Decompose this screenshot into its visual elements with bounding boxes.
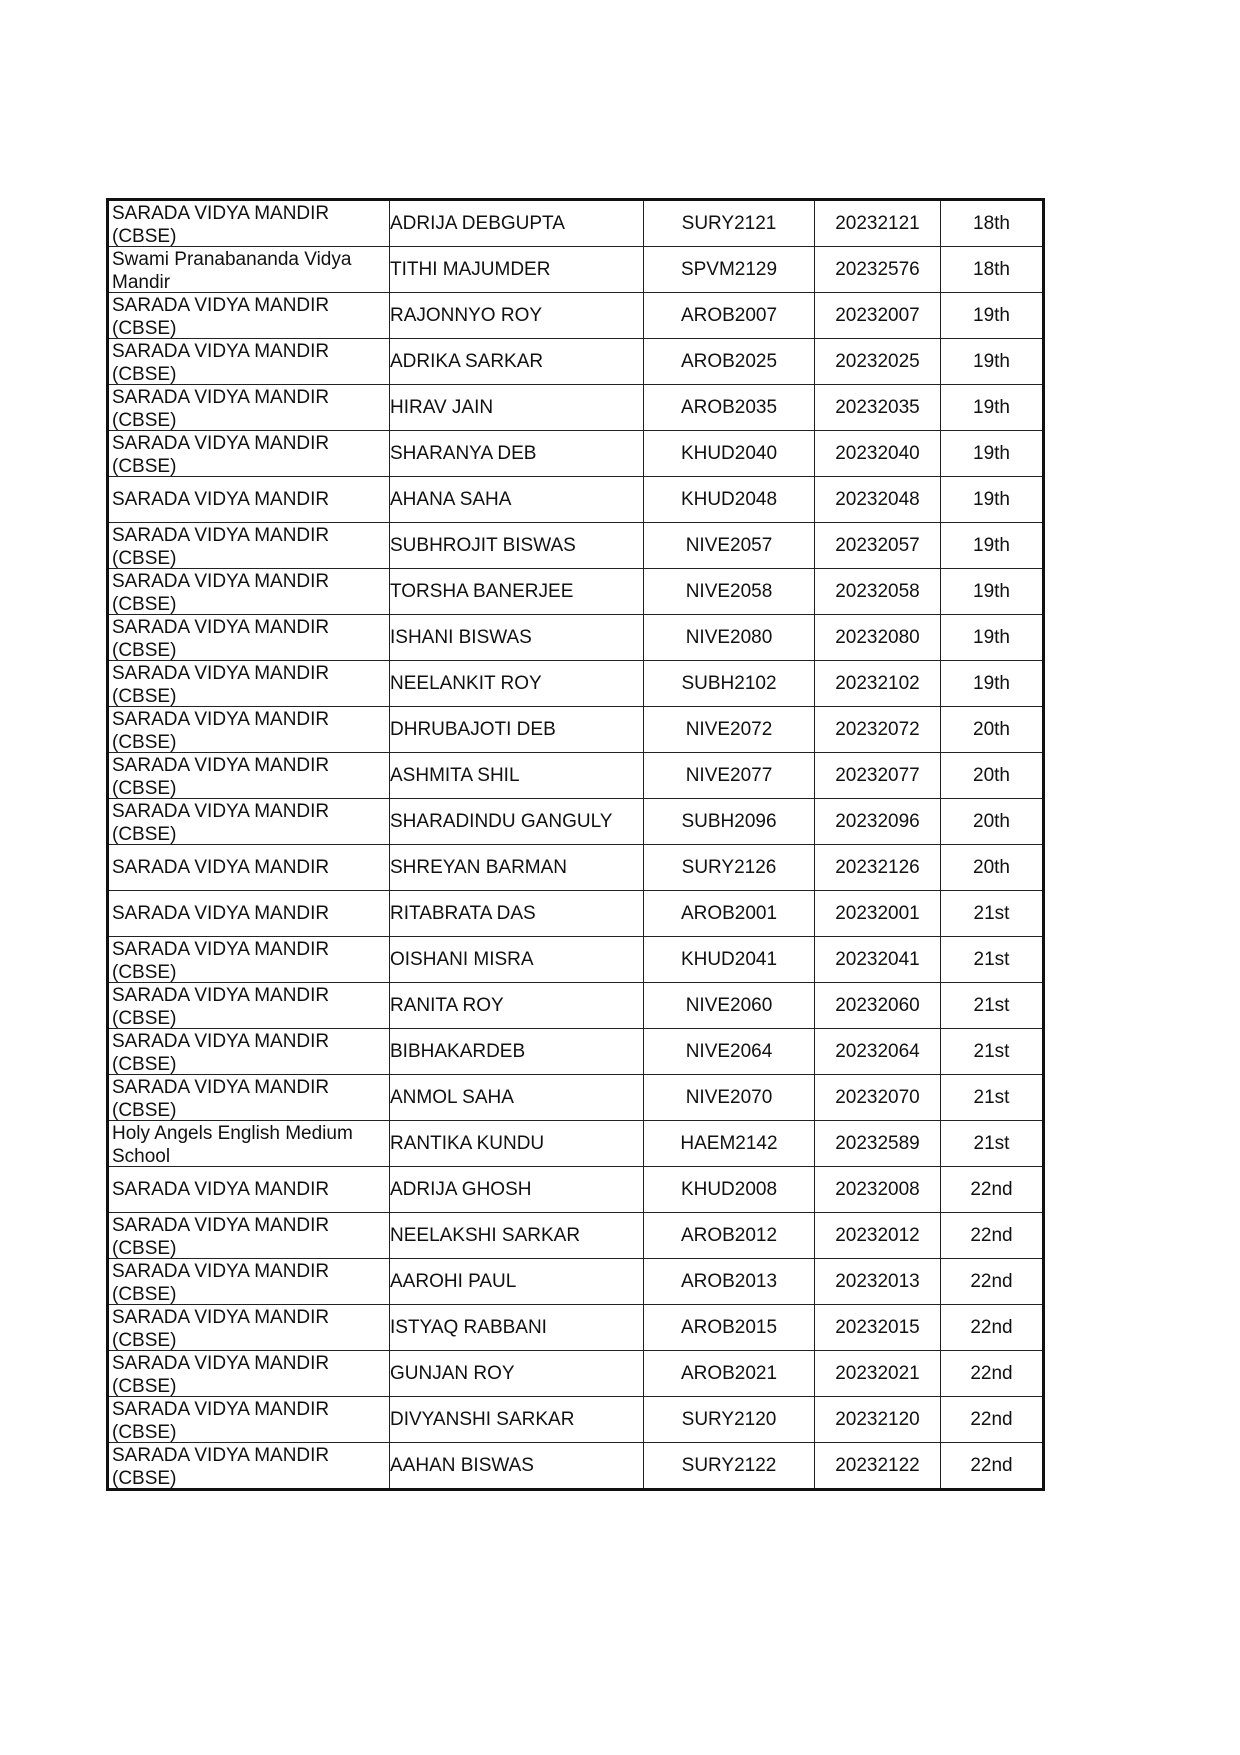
rank-cell: 19th	[941, 569, 1044, 615]
student-name-cell: ADRIKA SARKAR	[390, 339, 644, 385]
student-code-cell: AROB2001	[644, 891, 815, 937]
roll-number-cell: 20232021	[815, 1351, 941, 1397]
rank-cell: 20th	[941, 707, 1044, 753]
student-code-cell: NIVE2058	[644, 569, 815, 615]
roll-number-cell: 20232064	[815, 1029, 941, 1075]
school-name: Holy Angels English Medium School	[112, 1123, 353, 1166]
table-row	[108, 200, 1044, 247]
table-row	[108, 293, 1044, 339]
school-cell	[108, 293, 390, 339]
student-code-cell: SPVM2129	[644, 247, 815, 293]
table-row	[108, 983, 1044, 1029]
table-row	[108, 1167, 1044, 1213]
student-code-cell: AROB2035	[644, 385, 815, 431]
table-row	[108, 1259, 1044, 1305]
table-row	[108, 1121, 1044, 1167]
student-name-cell: GUNJAN ROY	[390, 1351, 644, 1397]
school-cell	[108, 1167, 390, 1213]
school-name: SARADA VIDYA MANDIR (CBSE)	[112, 1215, 330, 1258]
student-name-cell: NEELANKIT ROY	[390, 661, 644, 707]
student-name-cell: ASHMITA SHIL	[390, 753, 644, 799]
student-name-cell: RANTIKA KUNDU	[390, 1121, 644, 1167]
school-name: SARADA VIDYA MANDIR (CBSE)	[112, 1031, 330, 1074]
roll-number-cell: 20232015	[815, 1305, 941, 1351]
student-code-cell: KHUD2040	[644, 431, 815, 477]
rank-cell: 22nd	[941, 1443, 1044, 1490]
rank-cell: 22nd	[941, 1351, 1044, 1397]
school-name: SARADA VIDYA MANDIR (CBSE)	[112, 939, 330, 982]
school-cell	[108, 707, 390, 753]
rank-cell: 19th	[941, 523, 1044, 569]
rank-cell: 20th	[941, 799, 1044, 845]
student-name-cell: DHRUBAJOTI DEB	[390, 707, 644, 753]
student-code-cell: SURY2126	[644, 845, 815, 891]
student-name-cell: ISTYAQ RABBANI	[390, 1305, 644, 1351]
roll-number-cell: 20232122	[815, 1443, 941, 1490]
rank-cell: 20th	[941, 753, 1044, 799]
roll-number-cell: 20232040	[815, 431, 941, 477]
rank-cell: 21st	[941, 937, 1044, 983]
table-row	[108, 937, 1044, 983]
school-cell	[108, 1075, 390, 1121]
school-cell	[108, 615, 390, 661]
student-name-cell: RANITA ROY	[390, 983, 644, 1029]
school-name: SARADA VIDYA MANDIR (CBSE)	[112, 571, 330, 614]
student-code-cell: NIVE2060	[644, 983, 815, 1029]
school-cell	[108, 385, 390, 431]
school-name: SARADA VIDYA MANDIR (CBSE)	[112, 387, 330, 430]
school-cell	[108, 753, 390, 799]
school-name: SARADA VIDYA MANDIR (CBSE)	[112, 295, 330, 338]
table-row	[108, 477, 1044, 523]
student-name-cell: AHANA SAHA	[390, 477, 644, 523]
rank-cell: 18th	[941, 200, 1044, 247]
rank-cell: 22nd	[941, 1305, 1044, 1351]
school-name: SARADA VIDYA MANDIR (CBSE)	[112, 709, 330, 752]
rank-cell: 21st	[941, 1075, 1044, 1121]
student-code-cell: NIVE2080	[644, 615, 815, 661]
student-code-cell: NIVE2077	[644, 753, 815, 799]
school-cell	[108, 937, 390, 983]
school-cell	[108, 1351, 390, 1397]
table-row	[108, 891, 1044, 937]
student-code-cell: AROB2007	[644, 293, 815, 339]
rank-cell: 21st	[941, 1121, 1044, 1167]
table-row	[108, 799, 1044, 845]
rank-cell: 19th	[941, 477, 1044, 523]
school-cell	[108, 477, 390, 523]
school-cell	[108, 200, 390, 247]
table-row	[108, 707, 1044, 753]
school-name: SARADA VIDYA MANDIR (CBSE)	[112, 1307, 330, 1350]
school-cell	[108, 1121, 390, 1167]
school-name: SARADA VIDYA MANDIR (CBSE)	[112, 525, 330, 568]
school-name: SARADA VIDYA MANDIR	[112, 489, 330, 510]
student-name-cell: BIBHAKARDEB	[390, 1029, 644, 1075]
rank-cell: 19th	[941, 385, 1044, 431]
table-row	[108, 845, 1044, 891]
student-code-cell: NIVE2064	[644, 1029, 815, 1075]
school-name: SARADA VIDYA MANDIR (CBSE)	[112, 1077, 330, 1120]
school-cell	[108, 569, 390, 615]
school-cell	[108, 661, 390, 707]
table-row	[108, 1443, 1044, 1490]
student-name-cell: TITHI MAJUMDER	[390, 247, 644, 293]
roll-number-cell: 20232096	[815, 799, 941, 845]
table-row	[108, 753, 1044, 799]
student-code-cell: KHUD2008	[644, 1167, 815, 1213]
rank-cell: 19th	[941, 293, 1044, 339]
school-cell	[108, 891, 390, 937]
student-name-cell: OISHANI MISRA	[390, 937, 644, 983]
school-name: SARADA VIDYA MANDIR (CBSE)	[112, 755, 330, 798]
student-code-cell: SURY2122	[644, 1443, 815, 1490]
school-name: SARADA VIDYA MANDIR	[112, 1179, 330, 1200]
student-name-cell: HIRAV JAIN	[390, 385, 644, 431]
rank-cell: 22nd	[941, 1397, 1044, 1443]
student-name-cell: SHARADINDU GANGULY	[390, 799, 644, 845]
school-cell	[108, 1443, 390, 1490]
school-name: SARADA VIDYA MANDIR (CBSE)	[112, 1399, 330, 1442]
school-name: SARADA VIDYA MANDIR (CBSE)	[112, 663, 330, 706]
roll-number-cell: 20232041	[815, 937, 941, 983]
roll-number-cell: 20232072	[815, 707, 941, 753]
roll-number-cell: 20232060	[815, 983, 941, 1029]
school-name: SARADA VIDYA MANDIR (CBSE)	[112, 985, 330, 1028]
rank-cell: 21st	[941, 891, 1044, 937]
student-name-cell: ADRIJA DEBGUPTA	[390, 200, 644, 247]
student-code-cell: AROB2025	[644, 339, 815, 385]
roll-number-cell: 20232012	[815, 1213, 941, 1259]
roll-number-cell: 20232058	[815, 569, 941, 615]
roll-number-cell: 20232048	[815, 477, 941, 523]
student-name-cell: SHREYAN BARMAN	[390, 845, 644, 891]
school-name: SARADA VIDYA MANDIR (CBSE)	[112, 1445, 330, 1488]
student-name-cell: NEELAKSHI SARKAR	[390, 1213, 644, 1259]
student-name-cell: TORSHA BANERJEE	[390, 569, 644, 615]
table-row	[108, 661, 1044, 707]
student-name-cell: RAJONNYO ROY	[390, 293, 644, 339]
student-name-cell: AAHAN BISWAS	[390, 1443, 644, 1490]
student-code-cell: NIVE2070	[644, 1075, 815, 1121]
roll-number-cell: 20232001	[815, 891, 941, 937]
school-name: SARADA VIDYA MANDIR	[112, 903, 330, 924]
roll-number-cell: 20232077	[815, 753, 941, 799]
roll-number-cell: 20232025	[815, 339, 941, 385]
table-row	[108, 1305, 1044, 1351]
table-row	[108, 1213, 1044, 1259]
rank-cell: 19th	[941, 431, 1044, 477]
student-code-cell: SURY2120	[644, 1397, 815, 1443]
school-name: SARADA VIDYA MANDIR (CBSE)	[112, 433, 330, 476]
school-cell	[108, 1397, 390, 1443]
results-table-body	[108, 200, 1044, 1490]
school-name: SARADA VIDYA MANDIR (CBSE)	[112, 801, 330, 844]
student-name-cell: SUBHROJIT BISWAS	[390, 523, 644, 569]
school-name: SARADA VIDYA MANDIR (CBSE)	[112, 1353, 330, 1396]
school-cell	[108, 799, 390, 845]
table-row	[108, 431, 1044, 477]
roll-number-cell: 20232080	[815, 615, 941, 661]
table-row	[108, 1029, 1044, 1075]
rank-cell: 19th	[941, 661, 1044, 707]
roll-number-cell: 20232121	[815, 200, 941, 247]
student-name-cell: SHARANYA DEB	[390, 431, 644, 477]
school-name: SARADA VIDYA MANDIR (CBSE)	[112, 617, 330, 660]
table-row	[108, 1351, 1044, 1397]
roll-number-cell: 20232126	[815, 845, 941, 891]
roll-number-cell: 20232057	[815, 523, 941, 569]
school-cell	[108, 1305, 390, 1351]
student-name-cell: DIVYANSHI SARKAR	[390, 1397, 644, 1443]
school-name: SARADA VIDYA MANDIR (CBSE)	[112, 341, 330, 384]
roll-number-cell: 20232102	[815, 661, 941, 707]
school-cell	[108, 431, 390, 477]
school-name: SARADA VIDYA MANDIR (CBSE)	[112, 203, 330, 246]
rank-cell: 20th	[941, 845, 1044, 891]
school-name: Swami Pranabananda Vidya Mandir	[112, 249, 352, 292]
school-cell	[108, 1213, 390, 1259]
rank-cell: 22nd	[941, 1213, 1044, 1259]
school-cell	[108, 1029, 390, 1075]
student-name-cell: ISHANI BISWAS	[390, 615, 644, 661]
results-table	[106, 198, 1045, 1491]
table-row	[108, 247, 1044, 293]
rank-cell: 21st	[941, 1029, 1044, 1075]
student-name-cell: ADRIJA GHOSH	[390, 1167, 644, 1213]
rank-cell: 19th	[941, 615, 1044, 661]
roll-number-cell: 20232007	[815, 293, 941, 339]
table-row	[108, 615, 1044, 661]
student-code-cell: AROB2013	[644, 1259, 815, 1305]
student-name-cell: RITABRATA DAS	[390, 891, 644, 937]
student-code-cell: AROB2021	[644, 1351, 815, 1397]
table-row	[108, 523, 1044, 569]
roll-number-cell: 20232035	[815, 385, 941, 431]
roll-number-cell: 20232576	[815, 247, 941, 293]
student-code-cell: NIVE2057	[644, 523, 815, 569]
student-name-cell: ANMOL SAHA	[390, 1075, 644, 1121]
rank-cell: 21st	[941, 983, 1044, 1029]
school-cell	[108, 523, 390, 569]
student-code-cell: SUBH2102	[644, 661, 815, 707]
student-name-cell: AAROHI PAUL	[390, 1259, 644, 1305]
school-cell	[108, 339, 390, 385]
school-cell	[108, 1259, 390, 1305]
table-row	[108, 569, 1044, 615]
rank-cell: 22nd	[941, 1167, 1044, 1213]
table-row	[108, 1397, 1044, 1443]
roll-number-cell: 20232070	[815, 1075, 941, 1121]
student-code-cell: AROB2012	[644, 1213, 815, 1259]
student-code-cell: NIVE2072	[644, 707, 815, 753]
rank-cell: 22nd	[941, 1259, 1044, 1305]
student-code-cell: SUBH2096	[644, 799, 815, 845]
table-row	[108, 339, 1044, 385]
table-row	[108, 1075, 1044, 1121]
student-code-cell: AROB2015	[644, 1305, 815, 1351]
roll-number-cell: 20232120	[815, 1397, 941, 1443]
school-cell	[108, 247, 390, 293]
roll-number-cell: 20232589	[815, 1121, 941, 1167]
rank-cell: 19th	[941, 339, 1044, 385]
roll-number-cell: 20232013	[815, 1259, 941, 1305]
rank-cell: 18th	[941, 247, 1044, 293]
student-code-cell: HAEM2142	[644, 1121, 815, 1167]
school-cell	[108, 845, 390, 891]
student-code-cell: KHUD2041	[644, 937, 815, 983]
school-name: SARADA VIDYA MANDIR	[112, 857, 330, 878]
school-name: SARADA VIDYA MANDIR (CBSE)	[112, 1261, 330, 1304]
student-code-cell: SURY2121	[644, 200, 815, 247]
table-row	[108, 385, 1044, 431]
school-cell	[108, 983, 390, 1029]
roll-number-cell: 20232008	[815, 1167, 941, 1213]
student-code-cell: KHUD2048	[644, 477, 815, 523]
